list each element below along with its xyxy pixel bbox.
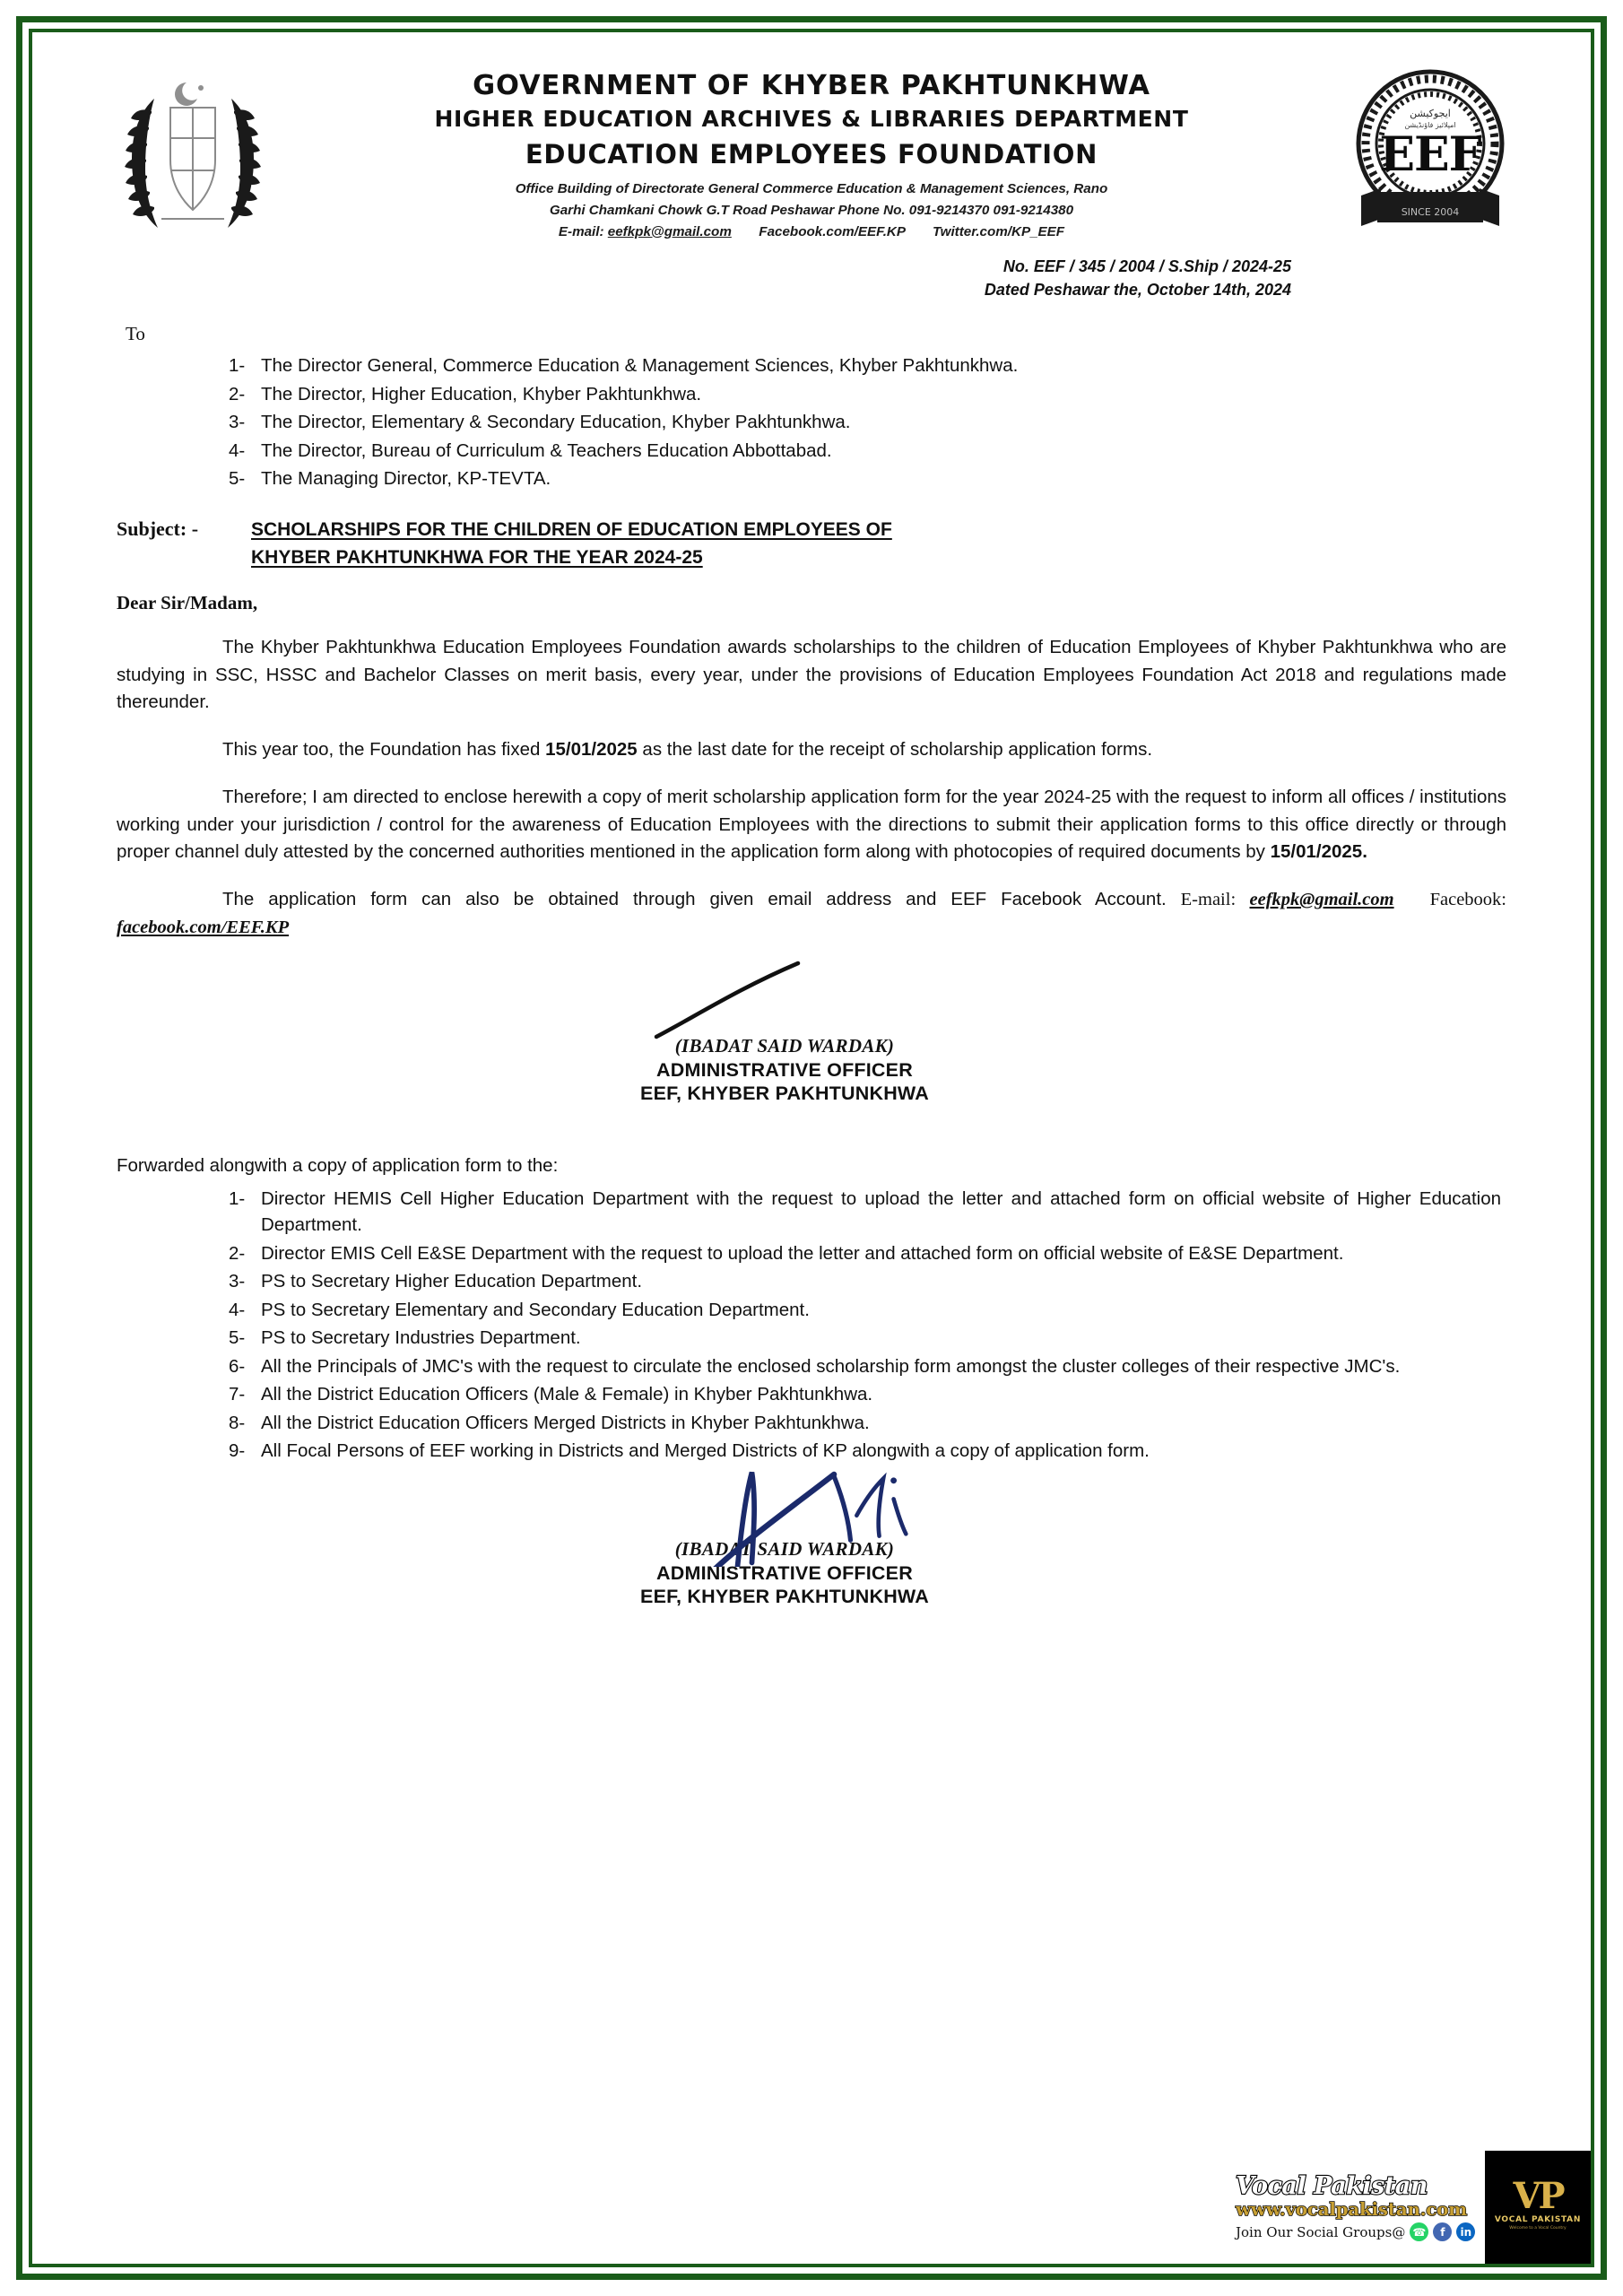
salutation: Dear Sir/Madam, (117, 591, 258, 613)
subject-text (251, 516, 1157, 572)
body-paragraph-2 (117, 736, 1506, 764)
watermark-brand: Vocal Pakistan (1236, 2172, 1428, 2200)
to-label: To (126, 323, 145, 345)
org-government-line: GOVERNMENT OF KHYBER PAKHTUNKHWA (473, 70, 1150, 101)
item-number: 5- (229, 468, 246, 490)
item-text: PS to Secretary Industries Department. (261, 1327, 581, 1349)
list-item (229, 1268, 1506, 1295)
handwritten-signature-icon (640, 958, 936, 1044)
subject-line-1: SCHOLARSHIPS FOR THE CHILDREN OF EDUCATION EMPLOYEES OF (251, 518, 892, 540)
item-text: All the District Education Officers (Male & Female) in Khyber Pakhtunkhwa. (261, 1384, 873, 1405)
watermark-logo-mark: VP (1513, 2175, 1563, 2217)
watermark-join-label: Join Our Social Groups@ (1236, 2223, 1406, 2240)
signatory-name: (IBADAT SAID WARDAK) (674, 1537, 895, 1560)
reference-date: Dated Peshawar the, October 14th, 2024 (984, 281, 1291, 300)
watermark-social-row (1236, 2222, 1480, 2241)
facebook-label-inline: Facebook: (1429, 890, 1506, 910)
eef-seal-icon (1345, 61, 1515, 240)
item-number: 3- (229, 1271, 246, 1292)
watermark-logo-tagline: Welcome to a Vocal Country (1509, 2226, 1567, 2231)
letterhead (72, 56, 1551, 242)
signature-block-bottom (117, 1538, 1506, 1608)
item-number: 3- (229, 412, 246, 433)
letter-body (72, 323, 1551, 1607)
item-text: PS to Secretary Elementary and Secondary Education Department. (261, 1299, 810, 1320)
item-text: The Managing Director, KP-TEVTA. (261, 468, 551, 490)
body-paragraph-4 (117, 886, 1506, 942)
list-item (229, 409, 1506, 436)
signatory-role: ADMINISTRATIVE OFFICER (656, 1058, 913, 1081)
list-item (229, 1240, 1506, 1267)
org-department-line: HIGHER EDUCATION ARCHIVES & LIBRARIES DEPARTMENT (434, 105, 1189, 132)
list-item (229, 1381, 1506, 1408)
deadline-date-2: 15/01/2025. (1270, 841, 1367, 863)
whatsapp-icon[interactable]: ☎ (1410, 2222, 1428, 2241)
item-number: 7- (229, 1384, 246, 1405)
watermark-text-panel (1228, 2151, 1485, 2264)
national-crest-icon (108, 61, 278, 240)
list-item (229, 465, 1506, 492)
item-text: The Director, Higher Education, Khyber Pakhtunkhwa. (261, 383, 702, 404)
facebook-icon[interactable]: f (1433, 2222, 1452, 2241)
item-number: 8- (229, 1412, 246, 1433)
item-number: 2- (229, 383, 246, 404)
vocal-pakistan-watermark (1228, 2151, 1591, 2264)
list-item (229, 1325, 1506, 1352)
org-foundation-line: EDUCATION EMPLOYEES FOUNDATION (525, 139, 1098, 170)
email-label-inline: E-mail: (1180, 890, 1250, 910)
para3-before: Therefore; I am directed to enclose herewith a copy of merit scholarship application form for the year 2024-25 with the request to inform all offices / institutions working under your jurisdiction / control for the awareness of Education Employees with the directions to submit their application forms to this office directly or through proper channel duly attested by the concerned authorities mentioned in the application form along with photocopies of required documents by (117, 786, 1506, 863)
document-sheet (32, 32, 1591, 2264)
item-number: 6- (229, 1355, 246, 1377)
watermark-url[interactable]: www.vocalpakistan.com (1236, 2198, 1468, 2220)
para2-before: This year too, the Foundation has fixed (222, 739, 546, 761)
email-link[interactable]: eefkpk@gmail.com (1249, 890, 1394, 910)
signatory-role: ADMINISTRATIVE OFFICER (656, 1561, 913, 1584)
signature-block-top (117, 1035, 1506, 1105)
item-text: PS to Secretary Higher Education Department. (261, 1271, 643, 1292)
deadline-date-1: 15/01/2025 (545, 739, 638, 761)
address-line-2: Garhi Chamkani Chowk G.T Road Peshawar Phone No. 091-9214370 091-9214380 (549, 203, 1074, 219)
subject-row (117, 516, 1506, 572)
item-text: The Director, Elementary & Secondary Education, Khyber Pakhtunkhwa. (261, 412, 851, 433)
list-item (229, 381, 1506, 408)
list-item (229, 438, 1506, 465)
list-item (229, 352, 1506, 379)
item-number: 4- (229, 439, 246, 461)
svg-text:SINCE 2004: SINCE 2004 (1401, 206, 1460, 218)
subject-label: Subject: - (117, 517, 199, 540)
item-number: 1- (229, 355, 246, 377)
item-text: All the District Education Officers Merged Districts in Khyber Pakhtunkhwa. (261, 1412, 870, 1433)
body-paragraph-1: The Khyber Pakhtunkhwa Education Employees Foundation awards scholarships to the children of Education Employees of Khyber Pakhtunkhwa who are studying in SSC, HSSC and Bachelor Classes on merit basis, every year, under the provisions of Education Employees Foundation Act 2018 and regulations made thereunder. (117, 636, 1506, 713)
item-number: 1- (229, 1187, 246, 1209)
reference-number: No. EEF / 345 / 2004 / S.Ship / 2024-25 (1002, 257, 1291, 276)
address-contacts (278, 222, 1345, 243)
body-paragraph-3 (117, 784, 1506, 866)
svg-text:EEF: EEF (1379, 127, 1481, 182)
twitter-value: Twitter.com/KP_EEF (932, 223, 1065, 239)
item-text: All the Principals of JMC's with the request to circulate the enclosed scholarship form amongst the cluster colleges of their respective JMC's. (261, 1355, 1401, 1377)
svg-text:امپلائیز فاؤنڈیشن: امپلائیز فاؤنڈیشن (1404, 121, 1456, 129)
reference-block (72, 255, 1291, 301)
svg-text:ايجوکیشن: ايجوکیشن (1410, 108, 1451, 119)
subject-line-2: KHYBER PAKHTUNKHWA FOR THE YEAR 2024-25 (251, 547, 703, 569)
facebook-link[interactable]: facebook.com/EEF.KP (117, 917, 290, 937)
list-item (229, 1186, 1506, 1239)
watermark-logo-sub: VOCAL PAKISTAN (1494, 2215, 1582, 2224)
facebook-value: Facebook.com/EEF.KP (759, 223, 906, 239)
forwarded-list (229, 1186, 1506, 1465)
signatory-name: (IBADAT SAID WARDAK) (674, 1034, 895, 1057)
list-item (229, 1438, 1506, 1465)
item-number: 4- (229, 1299, 246, 1320)
para4-text: The application form can also be obtained through given email address and EEF Facebook Account. (222, 889, 1181, 910)
email-label: E-mail: (558, 223, 604, 239)
item-text: Director EMIS Cell E&SE Department with the request to upload the letter and attached form on official website of E&SE Department. (261, 1242, 1344, 1264)
item-text: Director HEMIS Cell Higher Education Department with the request to upload the letter and attached form on official website of Higher Education Department. (261, 1187, 1501, 1236)
linkedin-icon[interactable]: in (1456, 2222, 1475, 2241)
signatory-org: EEF, KHYBER PAKHTUNKHWA (640, 1082, 929, 1104)
watermark-logo-panel (1485, 2151, 1591, 2264)
page-inner-border (29, 29, 1594, 2267)
list-item (229, 1353, 1506, 1380)
item-text: All Focal Persons of EEF working in Districts and Merged Districts of KP alongwith a copy of application form. (261, 1440, 1150, 1462)
letterhead-text (278, 61, 1345, 242)
list-item (229, 1297, 1506, 1324)
item-text: The Director, Bureau of Curriculum & Teachers Education Abbottabad. (261, 439, 832, 461)
addressee-list (229, 352, 1506, 492)
signatory-org: EEF, KHYBER PAKHTUNKHWA (640, 1585, 929, 1607)
item-number: 2- (229, 1242, 246, 1264)
email-value: eefkpk@gmail.com (607, 223, 732, 239)
list-item (229, 1410, 1506, 1437)
address-line-1: Office Building of Directorate General Commerce Education & Management Sciences, Rano (515, 181, 1108, 197)
item-number: 9- (229, 1440, 246, 1462)
page-outer-border (16, 16, 1607, 2280)
item-number: 5- (229, 1327, 246, 1349)
letterhead-address (278, 178, 1345, 242)
para2-after: as the last date for the receipt of scholarship application forms. (637, 739, 1153, 761)
item-text: The Director General, Commerce Education & Management Sciences, Khyber Pakhtunkhwa. (261, 355, 1019, 377)
forwarded-heading: Forwarded alongwith a copy of application form to the: (117, 1154, 559, 1176)
